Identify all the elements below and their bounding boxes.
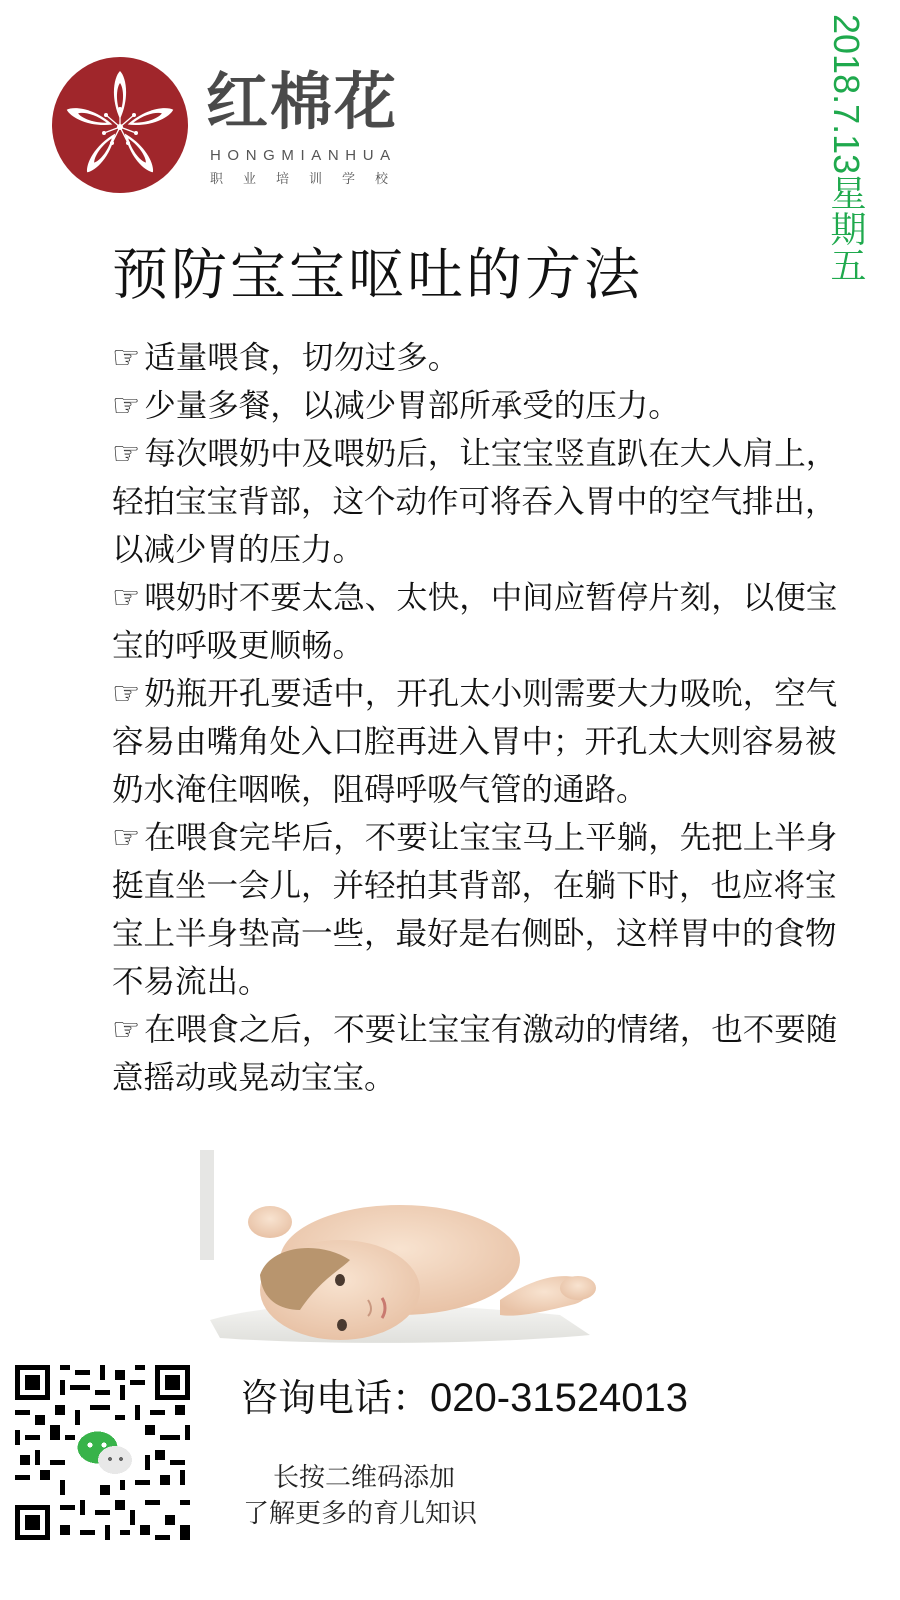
wechat-icon bbox=[75, 1425, 135, 1480]
tip-text: 适量喂食，切勿过多。 bbox=[144, 340, 460, 376]
pointing-hand-icon: ☞ bbox=[112, 388, 141, 424]
pointing-hand-icon: ☞ bbox=[112, 436, 141, 472]
tip-text: 少量多餐，以减少胃部所承受的压力。 bbox=[144, 388, 680, 424]
logo-subtitle: 职业培训学校 bbox=[210, 172, 409, 187]
qr-hint-line1: 长按二维码添加 bbox=[273, 1463, 456, 1493]
list-item bbox=[112, 1006, 842, 1102]
pointing-hand-icon: ☞ bbox=[112, 676, 141, 712]
consult-label: 咨询电话： bbox=[240, 1376, 431, 1420]
qr-hint-line2: 了解更多的育儿知识 bbox=[243, 1499, 478, 1529]
pointing-hand-icon: ☞ bbox=[112, 820, 141, 856]
page-title: 预防宝宝呕吐的方法 bbox=[112, 243, 643, 308]
wechat-qr-code[interactable] bbox=[10, 1360, 195, 1545]
school-logo bbox=[50, 55, 440, 200]
tip-text: 奶瓶开孔要适中，开孔太小则需要大力吸吮，空气容易由嘴角处入口腔再进入胃中；开孔太大则容易被奶水淹住咽喉，阻碍呼吸气管的通路。 bbox=[112, 676, 838, 808]
logo-roman-name: HONGMIANHUA bbox=[210, 147, 397, 164]
phone-number[interactable]: 020-31524013 bbox=[430, 1376, 689, 1420]
list-item bbox=[112, 574, 842, 670]
kapok-flower-logo-icon bbox=[50, 55, 190, 195]
list-item bbox=[112, 382, 842, 430]
list-item bbox=[112, 670, 842, 814]
tip-text: 喂奶时不要太急、太快，中间应暂停片刻，以便宝宝的呼吸更顺畅。 bbox=[112, 580, 838, 664]
list-item bbox=[112, 814, 842, 1006]
tips-list bbox=[112, 334, 842, 1102]
list-item bbox=[112, 334, 842, 382]
tip-text: 每次喂奶中及喂奶后，让宝宝竖直趴在大人肩上，轻拍宝宝背部，这个动作可将吞入胃中的空气排出，以减少胃的压力。 bbox=[112, 436, 838, 568]
post-date: 2018.7.13星期五 bbox=[826, 14, 867, 283]
pointing-hand-icon: ☞ bbox=[112, 580, 141, 616]
pointing-hand-icon: ☞ bbox=[112, 1012, 141, 1048]
tip-text: 在喂食之后，不要让宝宝有激动的情绪，也不要随意摇动或晃动宝宝。 bbox=[112, 1012, 838, 1096]
logo-name: 红棉花 bbox=[206, 65, 399, 138]
tip-text: 在喂食完毕后，不要让宝宝马上平躺，先把上半身挺直坐一会儿，并轻拍其背部，在躺下时，也应将宝宝上半身垫高一些，最好是右侧卧，这样胃中的食物不易流出。 bbox=[112, 820, 838, 1000]
consult-phone bbox=[240, 1372, 688, 1424]
list-item bbox=[112, 430, 842, 574]
pointing-hand-icon: ☞ bbox=[112, 340, 141, 376]
baby-photo bbox=[200, 1150, 620, 1355]
